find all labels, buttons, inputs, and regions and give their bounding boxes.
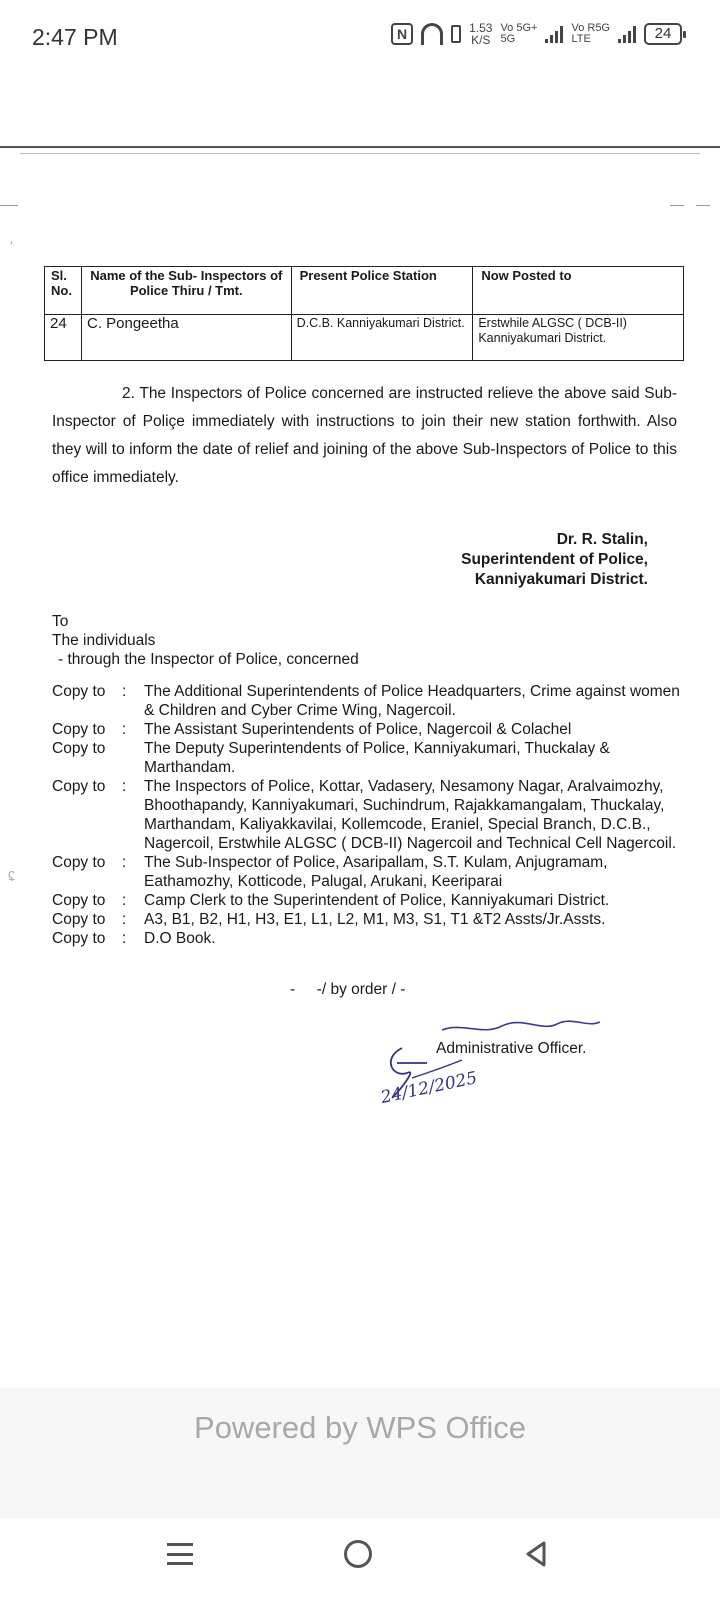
battery-icon: 24	[644, 23, 682, 45]
nfc-icon: N	[391, 23, 413, 45]
instruction-text: 2. The Inspectors of Police concerned are instructed relieve the above said Sub-Inspector of Poliçe immediately with instructions to join their new station forthwith. Also they will to inform the date of relief and joining of the above Sub-Inspectors of Police to this office immediately.	[52, 385, 677, 486]
copy-row	[52, 929, 682, 948]
copy-colon: :	[122, 854, 127, 871]
scan-speck: ʻ	[10, 238, 14, 254]
copy-row	[52, 720, 682, 739]
signature-date: 24/12/2025	[378, 1068, 479, 1108]
copy-label: Copy to	[52, 721, 106, 738]
copy-recipient: Camp Clerk to the Superintendent of Police, Kanniyakumari District.	[144, 892, 610, 909]
scan-mark	[670, 205, 684, 206]
copy-label: Copy to	[52, 740, 106, 757]
network-speed-unit: K/S	[471, 33, 491, 47]
signatory-district: Kanniyakumari District.	[474, 571, 648, 588]
sim1-network-top: Vo 5G+	[500, 22, 538, 34]
copy-label: Copy to	[52, 854, 106, 871]
copy-row	[52, 891, 682, 910]
by-order-line: - -/ by order / -	[290, 981, 406, 998]
back-icon[interactable]	[522, 1540, 550, 1568]
copy-colon: :	[122, 683, 127, 700]
copy-label: Copy to	[52, 930, 106, 947]
copy-recipient: The Sub-Inspector of Police, Asaripallam, S.T. Kulam, Anjugramam, Eathamozhy, Kotticode, Palugal, Arukani, Keeriparai	[144, 854, 608, 890]
copy-row	[52, 910, 682, 929]
handwritten-signature	[372, 1018, 612, 1118]
signatory-name: Dr. R. Stalin,	[556, 531, 648, 548]
copy-recipient: The Inspectors of Police, Kottar, Vadasery, Nesamony Nagar, Aralvaimozhy, Bhoothapandy, Kanniyakumari, Suchindrum, Rajakkamangalam, Thuckalay, Marthandam, Kaliyakkavilai, Kollemcode, Eraniel, Special Branch, D.C.B., Nagercoil, Erstwhile ALGSC ( DCB-II) Nagercoil and Technical Cell Nagercoil.	[144, 778, 677, 852]
cell-now-posted: Erstwhile ALGSC ( DCB-II) Kanniyakumari District.	[473, 315, 684, 361]
navigation-bar	[0, 1518, 720, 1600]
to-through: - through the Inspector of Police, concerned	[58, 651, 359, 668]
vibrate-icon	[451, 25, 461, 43]
instruction-paragraph	[52, 380, 677, 492]
status-bar	[0, 0, 720, 78]
page-rule-thin	[20, 153, 700, 154]
scan-speck: ʢ	[8, 868, 15, 884]
sim1-network-bottom: 5G	[500, 33, 516, 45]
status-icons	[391, 22, 682, 46]
header-sl-no: Sl. No.	[45, 267, 82, 315]
signal-icon-2	[618, 25, 636, 43]
cell-present-station: D.C.B. Kanniyakumari District.	[291, 315, 473, 361]
copy-row	[52, 777, 682, 853]
to-block	[52, 612, 359, 669]
copy-label: Copy to	[52, 683, 106, 700]
copy-recipient: The Deputy Superintendents of Police, Kanniyakumari, Thuckalay & Marthandam.	[144, 740, 610, 776]
copy-label: Copy to	[52, 778, 106, 795]
copy-label: Copy to	[52, 911, 106, 928]
copy-colon: :	[122, 892, 127, 909]
page-rule	[0, 146, 720, 148]
status-time: 2:47 PM	[32, 24, 118, 50]
admin-officer-label: Administrative Officer.	[436, 1040, 587, 1057]
cell-sl-no: 24	[45, 315, 82, 361]
sim2-network	[571, 23, 610, 45]
network-speed	[469, 22, 492, 46]
cell-name: C. Pongeetha	[81, 315, 291, 361]
copy-row	[52, 682, 682, 720]
copy-recipient: The Additional Superintendents of Police Headquarters, Crime against women & Children and Cyber Crime Wing, Nagercoil.	[144, 683, 680, 719]
to-individuals: The individuals	[52, 632, 156, 649]
signal-icon	[545, 25, 563, 43]
copy-to-list	[52, 682, 682, 948]
copy-row	[52, 739, 682, 777]
scan-mark	[0, 205, 18, 206]
recents-icon[interactable]	[167, 1540, 193, 1568]
to-label: To	[52, 613, 69, 630]
copy-colon: :	[122, 930, 127, 947]
document-page[interactable]	[0, 78, 720, 1388]
watermark-bar	[0, 1388, 720, 1518]
wps-watermark: Powered by WPS Office	[194, 1410, 526, 1445]
copy-recipient: D.O Book.	[144, 930, 216, 947]
header-name: Name of the Sub- Inspectors of Police Thiru / Tmt.	[81, 267, 291, 315]
header-now-posted: Now Posted to	[473, 267, 684, 315]
header-present-station: Present Police Station	[291, 267, 473, 315]
network-speed-value: 1.53	[469, 21, 493, 35]
table-row	[45, 315, 684, 361]
copy-recipient: The Assistant Superintendents of Police, Nagercoil & Colachel	[144, 721, 572, 738]
copy-row	[52, 853, 682, 891]
home-icon[interactable]	[344, 1540, 372, 1568]
sim2-network-top: Vo R5G	[571, 22, 610, 34]
transfer-table	[44, 266, 684, 361]
signatory-block	[461, 530, 648, 590]
copy-label: Copy to	[52, 892, 106, 909]
headset-icon	[421, 23, 443, 45]
signatory-designation: Superintendent of Police,	[461, 551, 648, 568]
table-header-row	[45, 267, 684, 315]
copy-colon	[122, 739, 144, 777]
sim1-network	[500, 23, 537, 45]
copy-recipient: A3, B1, B2, H1, H3, E1, L1, L2, M1, M3, S1, T1 &T2 Assts/Jr.Assts.	[144, 911, 606, 928]
copy-colon: :	[122, 721, 127, 738]
copy-colon: :	[122, 778, 127, 795]
sim2-network-bottom: LTE	[571, 33, 591, 45]
scan-mark	[696, 205, 710, 206]
copy-colon: :	[122, 911, 127, 928]
